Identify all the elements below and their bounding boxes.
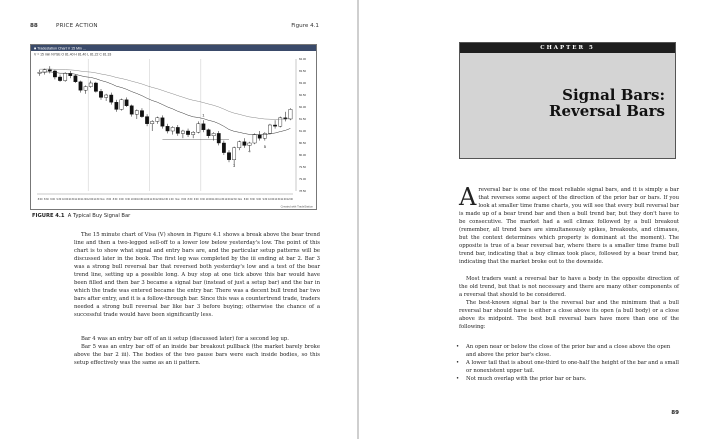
x-tick-label: 9:30 — [125, 198, 130, 201]
candle-body — [79, 82, 82, 90]
y-tick-label: 82.50 — [299, 93, 306, 97]
candle-body — [94, 83, 97, 91]
x-tick-label: 10:00 — [62, 198, 69, 201]
x-tick-label: 8:30 — [250, 198, 255, 201]
bar-number-label: 2 — [217, 133, 220, 138]
candle-body — [176, 127, 179, 133]
bullet-item-text: Not much overlap with the prior bar or bars. — [466, 376, 587, 383]
right-paragraph-1-text: reversal bar is one of the most reliable signal bars, and it is simply a bar that reverses some aspect of the direction of the prior bar or bars. If you look at smaller time frame charts, you will see that every bull reversal bar is made up of a bear trend bar and then a bull trend bar, but they don't have to be consecutive. The market had a sell climax followed by a bull breakout (remember, all trend bars are simultaneously spikes, breakouts, and climaxes, but the context determines which property is dominant at the moment). The opposite is true of a bear reversal bar, where there is a smaller time frame bull trend bar, indicating that a buy climax took place, followed by a bear trend bar, indicating that the market broke out to the downside. — [459, 187, 679, 266]
figure-chart — [30, 44, 317, 210]
chart-header-1: ■ Tradestation Chart V 15 Min ... — [34, 46, 86, 51]
x-tick-label: 8:00 — [243, 198, 249, 201]
chart-gridlines — [88, 59, 229, 191]
candle-body — [289, 109, 292, 119]
caption-label: FIGURE 4.1 — [32, 213, 65, 219]
x-tick-label: 12:30 — [93, 198, 100, 201]
x-tick-label: 9:30 — [200, 198, 205, 201]
bar-number-label: 3 — [233, 163, 236, 168]
bar-number-label: 5 — [263, 143, 266, 149]
candle-body — [232, 148, 235, 160]
candle-body — [166, 126, 169, 131]
candle-body — [248, 143, 251, 145]
running-section-title: PRICE ACTION — [56, 23, 98, 29]
bar-number-label: 4 — [248, 148, 251, 154]
candle-body — [227, 153, 230, 160]
right-page-number: 89 — [671, 410, 679, 416]
chapter-title-line-2: Reversal Bars — [548, 102, 665, 120]
bullet-list — [452, 343, 680, 383]
candle-body — [125, 100, 128, 106]
candle-body — [207, 130, 210, 136]
x-tick-label: 10:30 — [68, 198, 75, 201]
y-tick-label: 81.00 — [299, 129, 306, 133]
y-tick-label: 79.50 — [299, 165, 306, 169]
y-tick-label: 81.50 — [299, 117, 306, 121]
candle-body — [273, 125, 276, 126]
x-tick-label: 10:00 — [205, 198, 212, 201]
candlestick-chart — [31, 45, 316, 209]
bullet-dot: • — [456, 360, 460, 367]
x-tick-label: 8:30 — [112, 198, 118, 201]
x-tick-label: 11:00 — [143, 198, 150, 201]
y-tick-label: 83.50 — [299, 69, 306, 73]
x-tick-label: 11:30 — [218, 198, 225, 201]
left-page-number: 88 — [30, 23, 38, 29]
x-tick-label: 8:30 — [187, 198, 193, 201]
candle-body — [130, 106, 133, 114]
candle-body — [140, 111, 143, 117]
y-tick-label: 84.00 — [299, 57, 306, 61]
candle-body — [238, 142, 241, 148]
candle-body — [63, 73, 66, 80]
bullet-item-text: A lower tail that is about one-third to one-half the height of the bar and a small or nonexistent upper tail. — [466, 360, 679, 375]
right-paragraph-2: Most traders want a reversal bar to have a body in the opposite direction of the old trend, but that is not necessary and there are many other components of a reversal that should to be considered. — [459, 276, 679, 299]
bullet-item — [452, 343, 680, 359]
bullet-dot: • — [456, 376, 460, 383]
y-tick-label: 78.50 — [299, 189, 306, 193]
x-tick-label: 12:30 — [162, 198, 168, 201]
y-tick-label: 80.00 — [299, 153, 306, 157]
candle-body — [156, 118, 159, 122]
candle-body — [110, 95, 113, 102]
x-tick-label: 8:00 — [181, 198, 187, 201]
candle-body — [53, 71, 56, 77]
candle-body — [120, 100, 123, 110]
chart-candles — [38, 66, 292, 164]
bullet-dot: • — [456, 344, 460, 350]
body-paragraph-1: The 15 minute chart of Visa (V) shown in Figure 4.1 shows a break above the bear trend line and then a two-legged sell-off to a lower low below yesterday's low. The point of this chart is to show what signal and entry bars are, and the particular setup patterns will be discussed later in the book. The first leg was completed by the iii ending at bar 2. Bar 3 was a strong bull reversal bar that reversed both yesterday's low and a test of the bear trend line, setting up a possible long. A buy stop at one tick above this bar would have been filled and then bar 3 became a signal bar (instead of just a setup bar) and the bar in which the trade was entered became the entry bar. There was a decent bull trend bar two bars after entry, and it is a follow-through bar. Since this was a countertrend trade, traders needed a strong bull reversal bar like bar 3 before buying; otherwise the chance of a successful trade would have been significantly less. — [74, 232, 320, 319]
candle-body — [89, 83, 92, 87]
candle-body — [115, 102, 118, 109]
x-tick-label: 1:00 — [168, 198, 174, 201]
candle-body — [58, 77, 61, 81]
candle-body — [74, 76, 77, 82]
candle-body — [243, 142, 246, 146]
x-tick-label: 10:30 — [274, 198, 281, 201]
candle-body — [151, 121, 154, 123]
x-tick-label: 8:00 — [106, 198, 112, 201]
chapter-title — [549, 87, 665, 119]
x-tick-label: 12:00 — [224, 198, 231, 201]
x-tick-label: 10:00 — [130, 198, 137, 201]
bullet-item — [452, 359, 680, 375]
candle-body — [181, 131, 184, 133]
chart-watermark: Created with TradeStation — [280, 204, 313, 209]
right-paragraph-3: The best-known signal bar is the reversal bar and the minimum that a bull reversal bar should have is either a close above its open (a bull body) or a close above its midpoint. The best bull reversal bars have more than one of the following: — [459, 300, 679, 331]
bullet-item-text: An open near or below the close of the prior bar and a close above the open and above the prior bar's close. — [466, 344, 671, 359]
x-tick-label: 11:30 — [80, 198, 87, 201]
x-tick-label: 12:00 — [155, 198, 162, 201]
x-tick-label: Nov — [237, 198, 243, 201]
candle-body — [197, 124, 200, 132]
candle-body — [253, 135, 256, 143]
chart-header-2: V = 15 min NYSE O 81.40 H 81.40 L 81.22 C 81.33 — [34, 52, 112, 57]
candle-body — [263, 133, 266, 138]
x-tick-label: 10:30 — [137, 198, 144, 201]
caption-text: A Typical Buy Signal Bar — [67, 213, 131, 219]
x-tick-label: 10:00 — [268, 198, 275, 201]
candle-body — [84, 87, 87, 91]
candle-body — [145, 117, 148, 124]
candle-body — [268, 125, 271, 133]
x-tick-label: 12:00 — [87, 198, 94, 201]
bullet-item — [452, 375, 680, 383]
x-tick-label: 12:30 — [230, 198, 237, 201]
candle-body — [104, 95, 107, 97]
running-figure-ref: Figure 4.1 — [291, 23, 319, 29]
figure-caption — [32, 213, 130, 219]
x-tick-label: 9:00 — [118, 198, 124, 201]
x-tick-label: 9:30 — [262, 198, 268, 201]
candle-body — [258, 135, 261, 139]
right-paragraph-1 — [459, 183, 679, 266]
candle-body — [202, 124, 205, 130]
body-paragraph-2: Bar 4 was an entry bar off of an ii setup (discussed later) for a second leg up. — [81, 336, 289, 342]
y-tick-label: 82.00 — [299, 105, 306, 109]
x-tick-label: 9:00 — [256, 198, 261, 201]
candle-body — [212, 133, 215, 135]
candle-body — [222, 143, 225, 153]
y-axis-ticks — [296, 57, 306, 193]
bar-number-label: 1 — [202, 112, 205, 118]
chapter-title-box — [459, 42, 676, 159]
candle-body — [48, 70, 51, 71]
x-tick-label: 11:30 — [149, 198, 156, 201]
candle-body — [186, 131, 189, 135]
candle-body — [171, 127, 174, 131]
x-axis-ticks — [37, 194, 294, 201]
x-tick-label: 8:00 — [37, 198, 43, 201]
x-tick-label: 11:00 — [212, 198, 218, 201]
x-tick-label: 8:30 — [44, 198, 49, 201]
y-tick-label: 83.00 — [299, 81, 306, 85]
y-tick-label: 79.00 — [299, 177, 306, 181]
candle-body — [161, 118, 164, 126]
candle-body — [191, 132, 194, 134]
candle-body — [135, 111, 138, 115]
x-tick-label: 9:00 — [193, 198, 199, 201]
drop-cap: A — [459, 183, 477, 211]
candle-body — [99, 91, 102, 97]
x-tick-label: Nov — [175, 198, 180, 201]
x-tick-label: 11:00 — [280, 198, 287, 201]
chapter-label: CHAPTER 5 — [460, 43, 675, 53]
body-paragraph-3: Bar 5 was an entry bar off of an inside bar breakout pullback (the market barely broke above the bar 2 iii). The bodies of the two pause bars were each inside bodies, so this setup effectively was the same as an ii pattern. — [74, 344, 320, 367]
x-tick-label: Nov — [100, 198, 105, 201]
y-tick-label: 80.50 — [299, 141, 306, 145]
x-tick-label: 11:00 — [74, 198, 81, 201]
x-tick-label: 9:30 — [56, 198, 62, 201]
x-tick-label: 9:00 — [50, 198, 55, 201]
x-tick-label: 12:00 — [286, 198, 293, 201]
chapter-title-line-1: Signal Bars: — [562, 86, 665, 104]
